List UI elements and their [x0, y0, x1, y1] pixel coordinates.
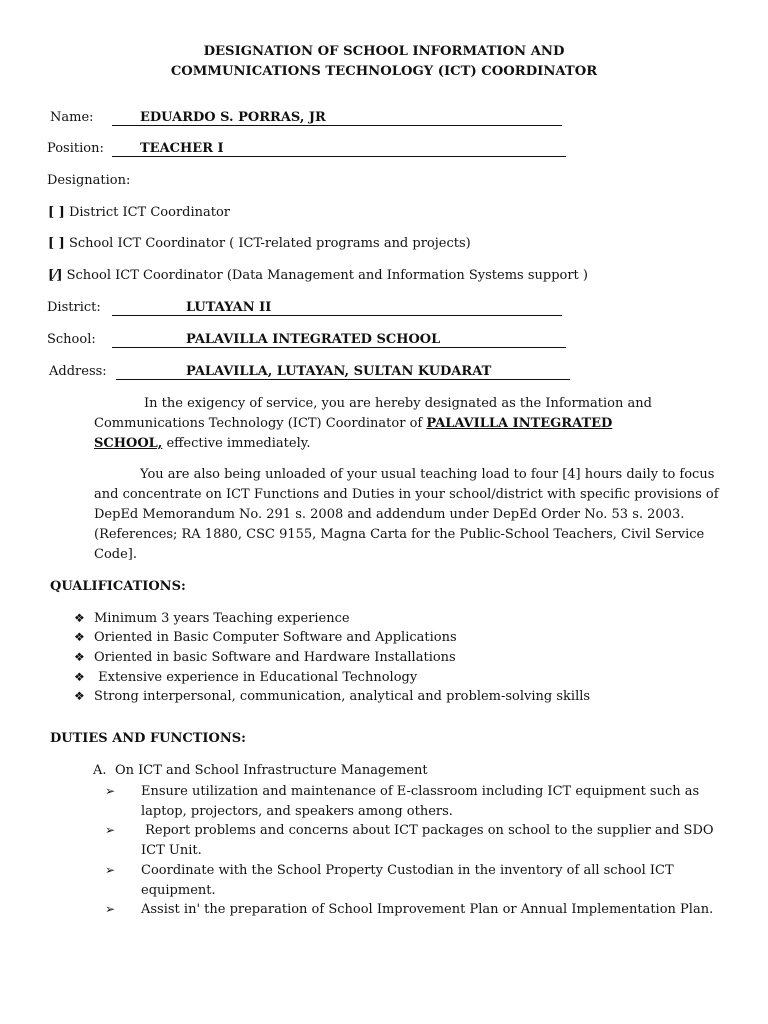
designation-option-school-data-management: [48, 268, 588, 283]
qualification-item: ❖ Oriented in basic Software and Hardware Installations: [74, 650, 456, 665]
address-underline: [116, 379, 570, 380]
school-underline: [112, 347, 566, 348]
checkbox-mark: [ ]: [48, 205, 65, 220]
option-text: School ICT Coordinator ( ICT-related programs and projects): [68, 236, 471, 251]
duty-item: ➢ Assist in' the preparation of School Improvement Plan or Annual Implementation Plan.: [123, 900, 761, 920]
qualification-item: ❖ Strong interpersonal, communication, analytical and problem-solving skills: [74, 689, 591, 704]
diamond-bullet-icon: ❖: [74, 650, 85, 664]
qualification-item: ❖ Minimum 3 years Teaching experience: [74, 611, 350, 626]
position-label: Position:: [47, 141, 104, 156]
designation-option-district: [48, 205, 230, 220]
section-marker: A.: [93, 763, 107, 778]
diamond-bullet-icon: ❖: [74, 689, 85, 703]
name-value: EDUARDO S. PORRAS, JR: [140, 110, 326, 125]
qualifications-heading: QUALIFICATIONS:: [50, 579, 186, 594]
school-name-emphasis: PALAVILLA INTEGRATED SCHOOL,: [94, 416, 613, 451]
qualification-item: ❖ Oriented in Basic Computer Software and Applications: [74, 630, 457, 645]
paragraph-text: effective immediately.: [162, 436, 311, 451]
school-value: PALAVILLA INTEGRATED SCHOOL: [186, 332, 441, 347]
document-title-line-1: DESIGNATION OF SCHOOL INFORMATION AND: [203, 44, 565, 59]
address-value: PALAVILLA, LUTAYAN, SULTAN KUDARAT: [186, 364, 492, 379]
district-underline: [112, 315, 562, 316]
diamond-bullet-icon: ❖: [74, 611, 85, 625]
designation-option-school-programs: [48, 236, 471, 251]
document-title-line-2: COMMUNICATIONS TECHNOLOGY (ICT) COORDINATOR: [170, 64, 598, 79]
duty-item: ➢ Ensure utilization and maintenance of E-classroom including ICT equipment such as laptop, projectors, and speakers among others.: [105, 784, 700, 819]
option-text: School ICT Coordinator (Data Management and Information Systems support ): [66, 268, 588, 283]
section-title: On ICT and School Infrastructure Management: [115, 763, 428, 778]
checkbox-mark: [ ]: [48, 236, 65, 251]
duty-item: ➢ Coordinate with the School Property Custodian in the inventory of all school ICT equipment.: [105, 863, 674, 898]
name-underline: [112, 125, 562, 126]
qualification-item: ❖ Extensive experience in Educational Technology: [74, 670, 418, 685]
address-label: Address:: [49, 364, 107, 379]
arrow-bullet-icon: ➢: [105, 863, 116, 877]
arrow-bullet-icon: ➢: [105, 784, 116, 798]
designation-label: Designation:: [47, 173, 131, 188]
section-a-heading: [93, 763, 428, 778]
diamond-bullet-icon: ❖: [74, 630, 85, 644]
paragraph-text: In the exigency of service, you are hereby designated as the Information and Communications Technology (ICT) Coordinator of: [94, 396, 652, 431]
position-underline: [112, 156, 566, 157]
name-label: Name:: [50, 110, 94, 125]
district-value: LUTAYAN II: [186, 300, 272, 315]
arrow-bullet-icon: ➢: [105, 902, 116, 916]
district-label: District:: [47, 300, 101, 315]
arrow-bullet-icon: ➢: [105, 823, 116, 837]
unloading-paragraph: You are also being unloaded of your usual teaching load to four [4] hours daily to focus and concentrate on ICT Functions and Duties in your school/district with specific provisions of DepEd Memorandum No. 291 s. 2008 and addendum under DepEd Order No. 53 s. 2003. (References; RA 1880, CSC 9155, Magna Carta for the Public-School Teachers, Civil Service Code].: [94, 467, 719, 562]
option-text: District ICT Coordinator: [68, 205, 231, 220]
duty-item: ➢ Report problems and concerns about ICT packages on school to the supplier and SDO ICT Unit.: [105, 823, 718, 858]
duties-heading: DUTIES AND FUNCTIONS:: [50, 731, 246, 746]
school-label: School:: [47, 332, 96, 347]
diamond-bullet-icon: ❖: [74, 670, 85, 684]
designation-paragraph: [94, 394, 684, 454]
checkbox-mark-checked: [⁄]: [48, 268, 63, 283]
position-value: TEACHER I: [140, 141, 224, 156]
